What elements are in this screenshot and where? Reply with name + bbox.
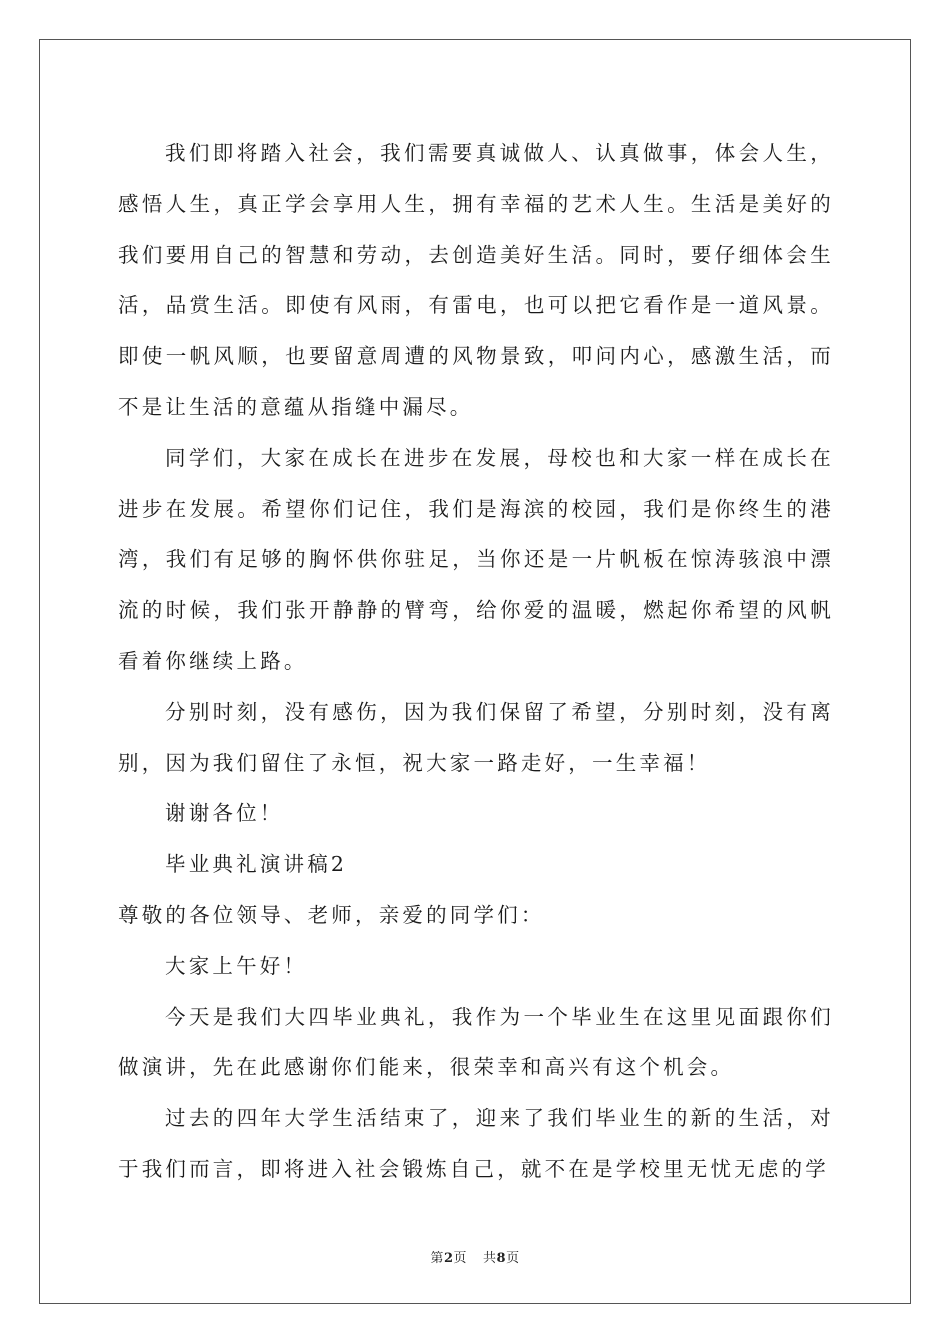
total-suffix: 页 <box>506 1251 520 1266</box>
page-number: 2 <box>443 1251 454 1266</box>
document-body <box>118 128 834 1195</box>
paragraph-ceremony: 今天是我们大四毕业典礼，我作为一个毕业生在这里见面跟你们做演讲，先在此感谢你们能来，很荣幸和高兴有这个机会。 <box>118 1004 834 1080</box>
page-prefix: 第 <box>430 1251 444 1266</box>
total-prefix: 共 <box>483 1251 497 1266</box>
salutation: 尊敬的各位领导、老师，亲爱的同学们： <box>118 902 545 927</box>
page-footer <box>0 1247 950 1266</box>
section-heading: 毕业典礼演讲稿2 <box>165 852 348 877</box>
total-pages: 8 <box>496 1251 507 1266</box>
paragraph-thanks: 谢谢各位！ <box>165 801 284 826</box>
paragraph-life: 我们即将踏入社会，我们需要真诚做人、认真做事，体会人生，感悟人生，真正学会享用人生，拥有幸福的艺术人生。生活是美好的我们要用自己的智慧和劳动，去创造美好生活。同时，要仔细体会生活，品赏生活。即使有风雨，有雷电，也可以把它看作是一道风景。即使一帆风顺，也要留意周遭的风物景致，叩问内心，感激生活，而不是让生活的意蕴从指缝中漏尽。 <box>118 141 834 419</box>
greeting: 大家上午好！ <box>165 953 308 978</box>
paragraph-farewell: 分别时刻，没有感伤，因为我们保留了希望，分别时刻，没有离别，因为我们留住了永恒，祝大家一路走好，一生幸福！ <box>118 699 834 775</box>
paragraph-classmates: 同学们，大家在成长在进步在发展，母校也和大家一样在成长在进步在发展。希望你们记住，我们是海滨的校园，我们是你终生的港湾，我们有足够的胸怀供你驻足，当你还是一片帆板在惊涛骇浪中漂流的时候，我们张开静静的臂弯，给你爱的温暖，燃起你希望的风帆看着你继续上路。 <box>118 445 834 673</box>
paragraph-past-years: 过去的四年大学生活结束了，迎来了我们毕业生的新的生活，对于我们而言，即将进入社会锻炼自己，就不在是学校里无忧无虑的学 <box>118 1106 834 1181</box>
page-suffix: 页 <box>453 1251 467 1266</box>
